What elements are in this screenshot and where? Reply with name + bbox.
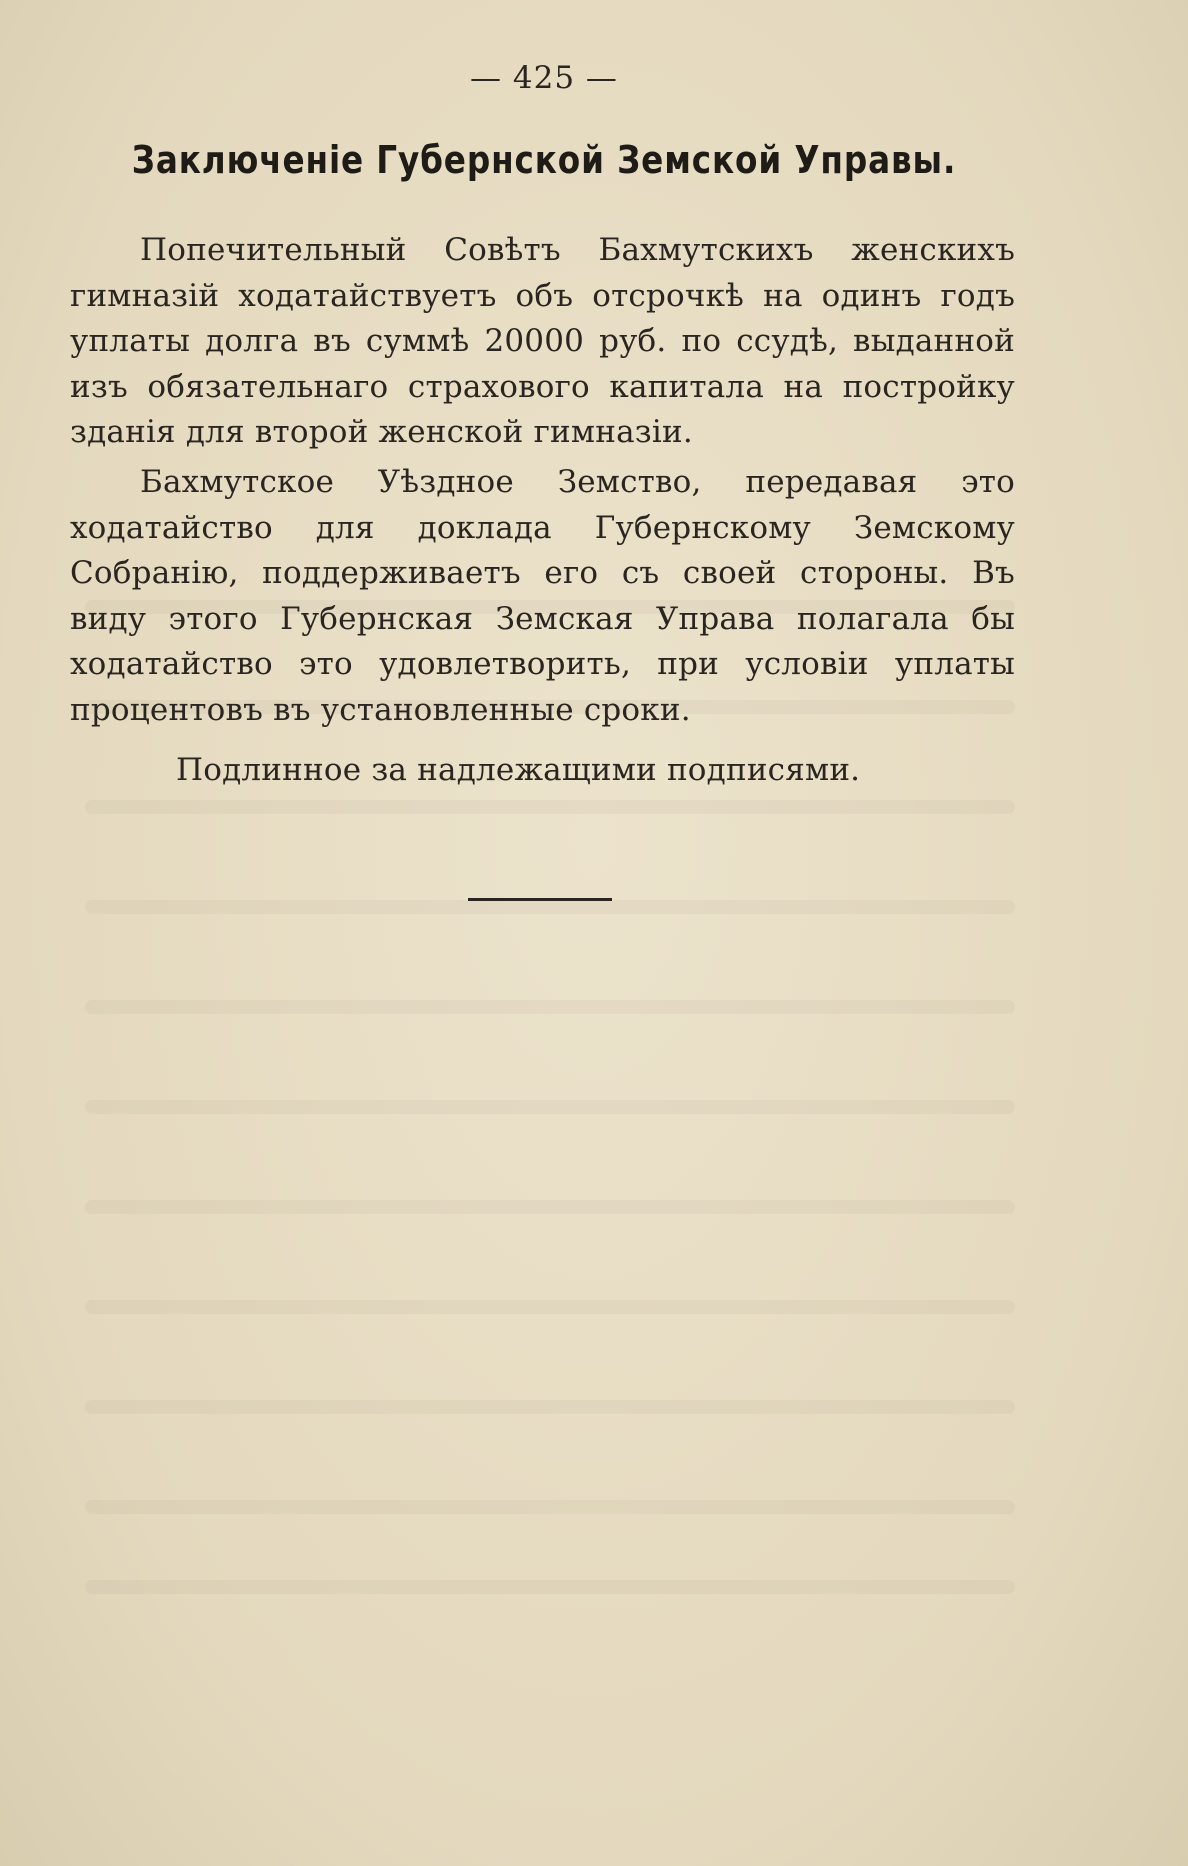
section-divider: [468, 898, 612, 901]
bleed-through-shade: [85, 1500, 1015, 1514]
page-number: — 425 —: [470, 60, 618, 96]
bleed-through-shade: [85, 1400, 1015, 1414]
page-title: Заключенiе Губернской Земской Управы.: [131, 138, 957, 182]
bleed-through-shade: [85, 1200, 1015, 1214]
bleed-through-shade: [85, 900, 1015, 914]
attestation-line: Подлинное за надлежащими подписями.: [176, 752, 861, 788]
body-paragraph: [70, 460, 1015, 733]
paragraph-text: Попечительный Совѣтъ Бахмутскихъ женскихъ гимназiй ходатайствуетъ объ отсрочкѣ на одинъ годъ уплаты долга въ суммѣ 20000 руб. по ссудѣ, выданной изъ обязательнаго страхового капитала на постройку зданiя для второй женской гимназiи.: [70, 232, 1015, 450]
bleed-through-shade: [85, 1580, 1015, 1594]
bleed-through-shade: [85, 1100, 1015, 1114]
paragraph-text: Бахмутское Уѣздное Земство, передавая это ходатайство для доклада Губернскому Земскому Собранiю, поддерживаетъ его съ своей стороны. Въ виду этого Губернская Земская Управа полагала бы ходатайство это удовлетворить, при условiи уплаты процентовъ въ установленные сроки.: [70, 464, 1015, 728]
bleed-through-shade: [85, 800, 1015, 814]
bleed-through-shade: [85, 1300, 1015, 1314]
bleed-through-shade: [85, 1000, 1015, 1014]
body-paragraph: [70, 228, 1015, 456]
